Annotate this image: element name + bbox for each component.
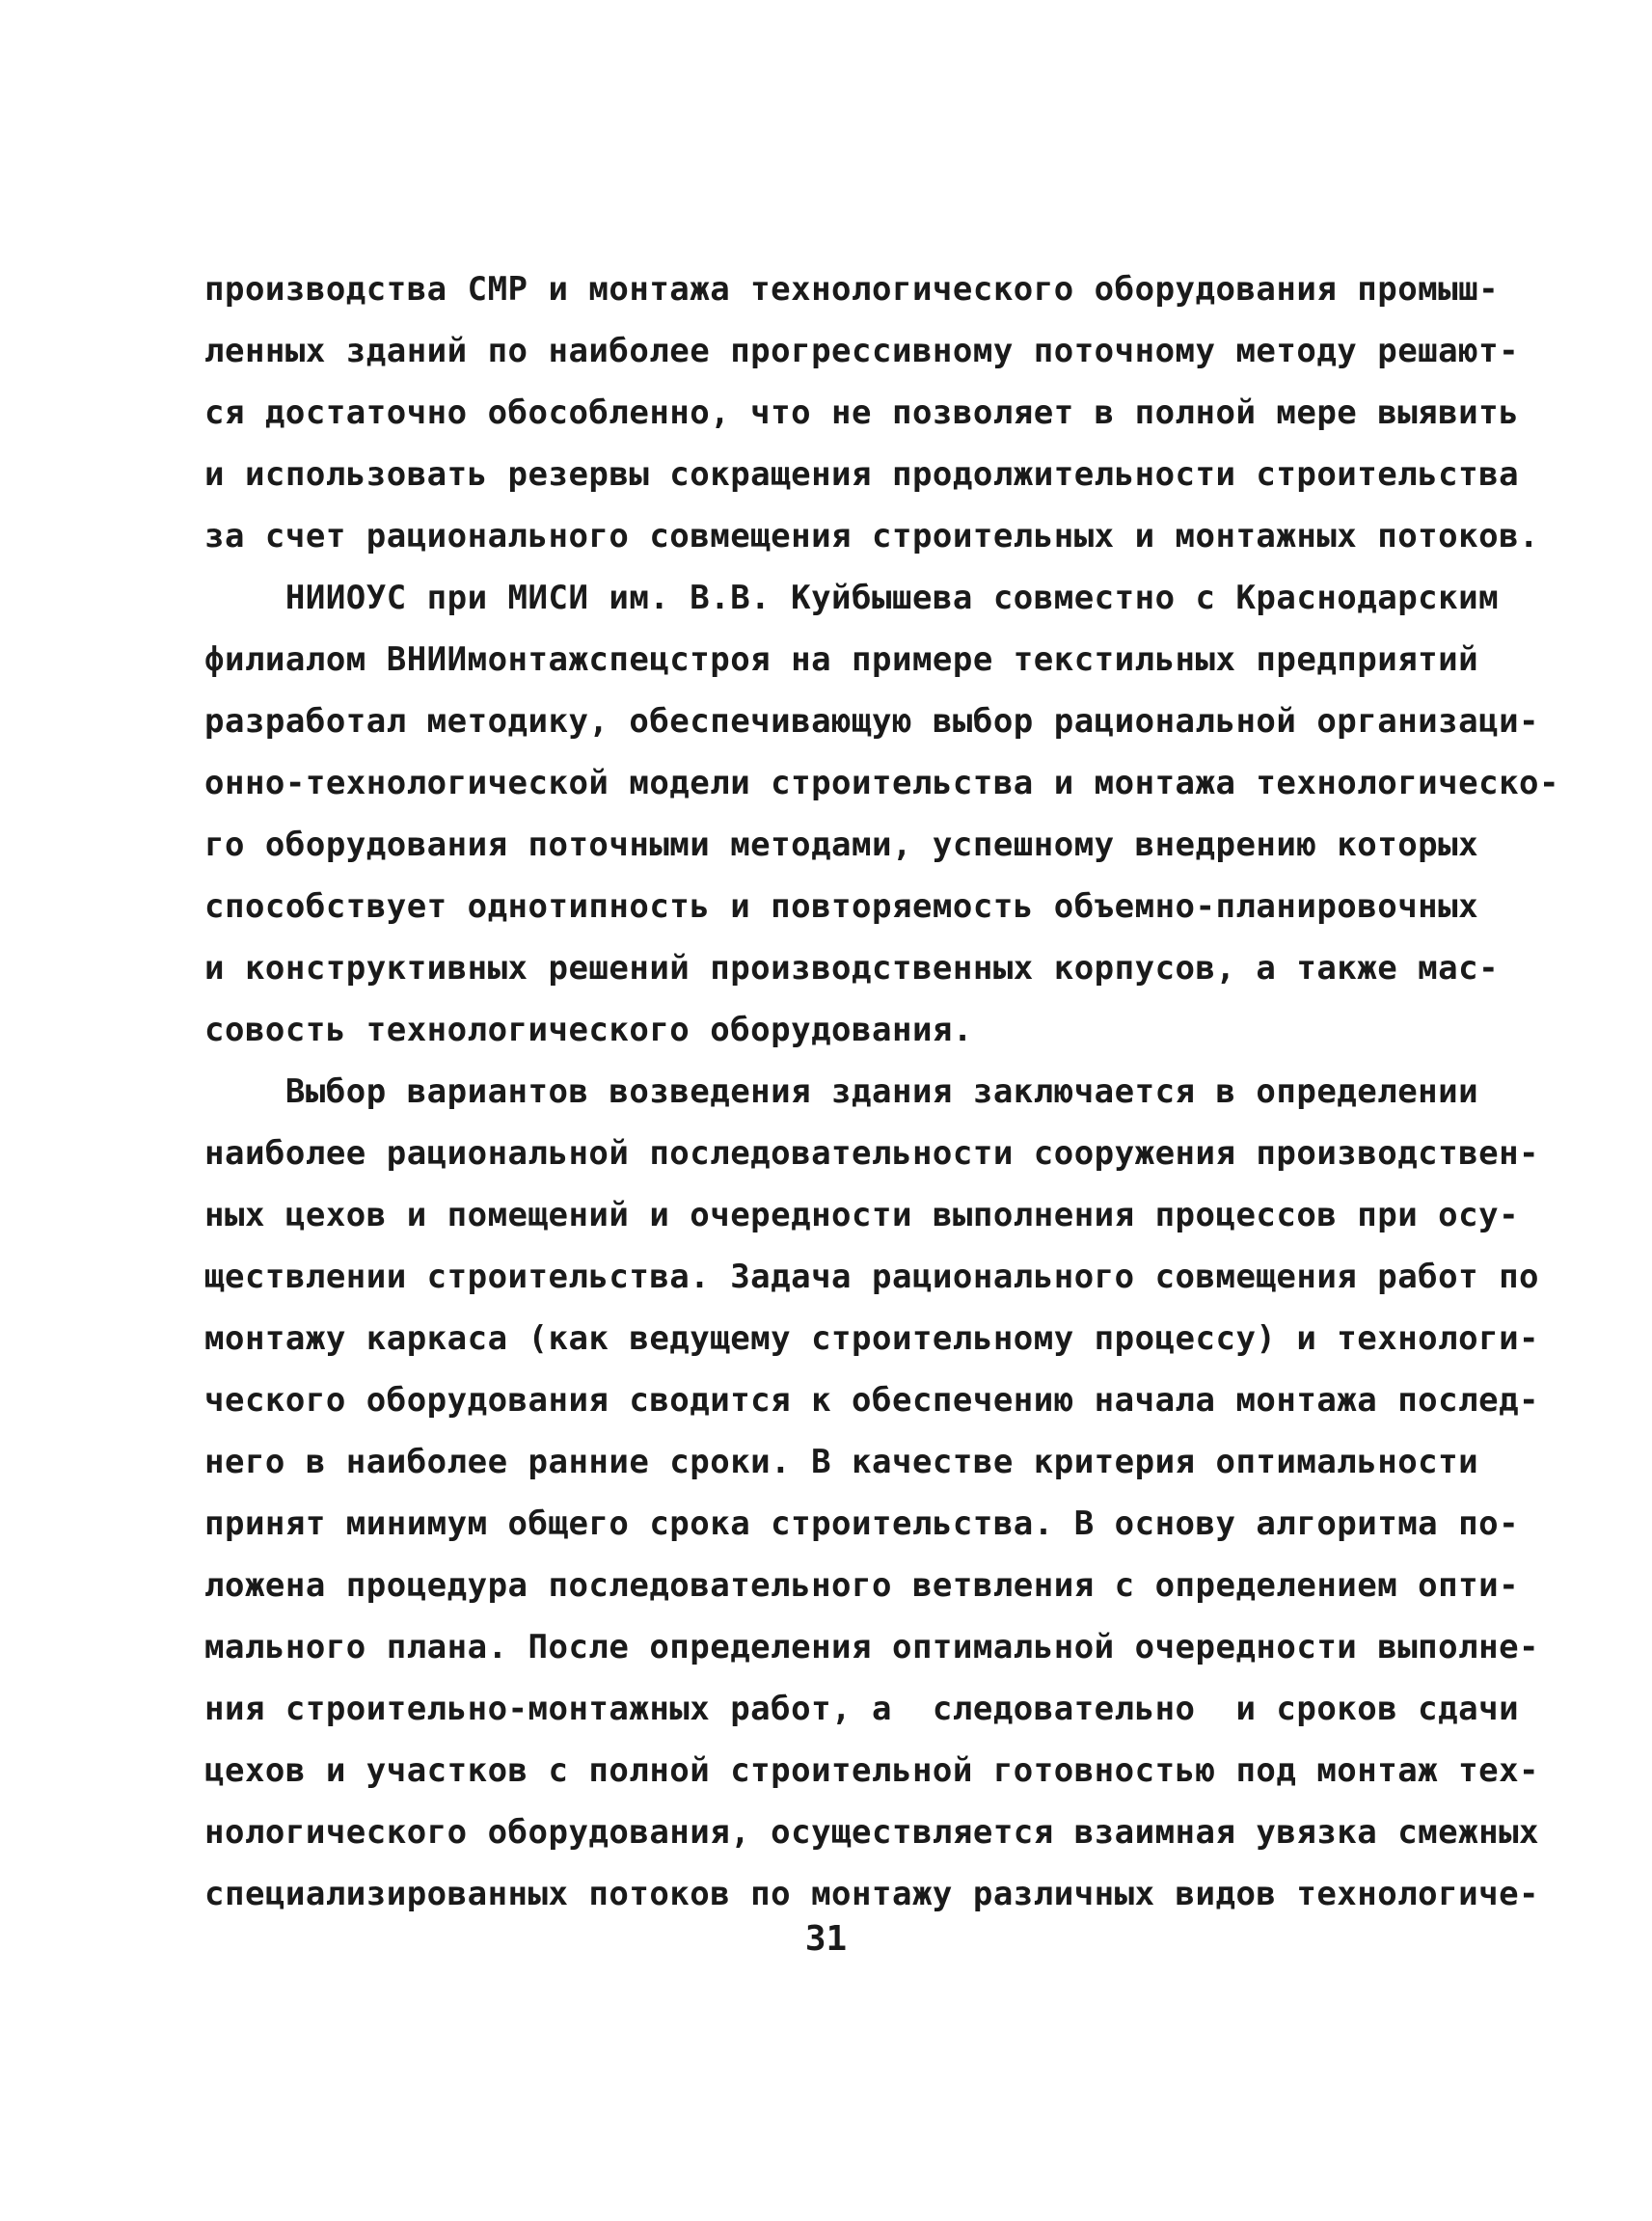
text-line: го оборудования поточными методами, успешному внедрению которых [204, 826, 1479, 864]
text-line: и конструктивных решений производственных корпусов, а также мас- [204, 949, 1500, 988]
text-line: филиалом ВНИИмонтажспецстроя на примере текстильных предприятий [204, 640, 1479, 679]
text-line: ся достаточно обособленно, что не позволяет в полной мере выявить [204, 393, 1520, 432]
body-text [204, 258, 1559, 1925]
text-line: ществлении строительства. Задача рационального совмещения работ по [204, 1258, 1540, 1296]
text-line: ленных зданий по наиболее прогрессивному поточному методу решают- [204, 332, 1520, 370]
text-line: Выбор вариантов возведения здания заключается в определении [204, 1072, 1479, 1111]
text-line: наиболее рациональной последовательности сооружения производствен- [204, 1134, 1540, 1173]
text-line: разработал методику, обеспечивающую выбор рациональной организаци- [204, 702, 1540, 741]
text-line: него в наиболее ранние сроки. В качестве критерия оптимальности [204, 1443, 1479, 1481]
text-line: ных цехов и помещений и очередности выполнения процессов при осу- [204, 1196, 1520, 1234]
text-line: принят минимум общего срока строительства. В основу алгоритма по- [204, 1504, 1520, 1543]
text-line: специализированных потоков по монтажу различных видов технологиче- [204, 1875, 1540, 1913]
text-line: за счет рационального совмещения строительных и монтажных потоков. [204, 517, 1540, 555]
text-line: НИИОУС при МИСИ им. В.В. Куйбышева совместно с Краснодарским [204, 579, 1500, 617]
text-line: монтажу каркаса (как ведущему строительному процессу) и технологи- [204, 1319, 1540, 1358]
text-line: способствует однотипность и повторяемость объемно-планировочных [204, 887, 1479, 926]
page-number: 31 [804, 1919, 848, 1959]
text-line: мального плана. После определения оптимальной очередности выполне- [204, 1628, 1540, 1666]
text-line: ческого оборудования сводится к обеспечению начала монтажа послед- [204, 1381, 1540, 1420]
text-line: цехов и участков с полной строительной готовностью под монтаж тех- [204, 1751, 1540, 1790]
text-line: совость технологического оборудования. [204, 1011, 973, 1049]
text-line: ния строительно-монтажных работ, а следовательно и сроков сдачи [204, 1690, 1520, 1728]
text-line: производства СМР и монтажа технологического оборудования промыш- [204, 270, 1500, 309]
text-line: нологического оборудования, осуществляется взаимная увязка смежных [204, 1813, 1540, 1852]
text-line: и использовать резервы сокращения продолжительности строительства [204, 455, 1520, 494]
text-line: ложена процедура последовательного ветвления с определением опти- [204, 1566, 1520, 1605]
text-line: онно-технологической модели строительства и монтажа технологическо- [204, 764, 1559, 802]
